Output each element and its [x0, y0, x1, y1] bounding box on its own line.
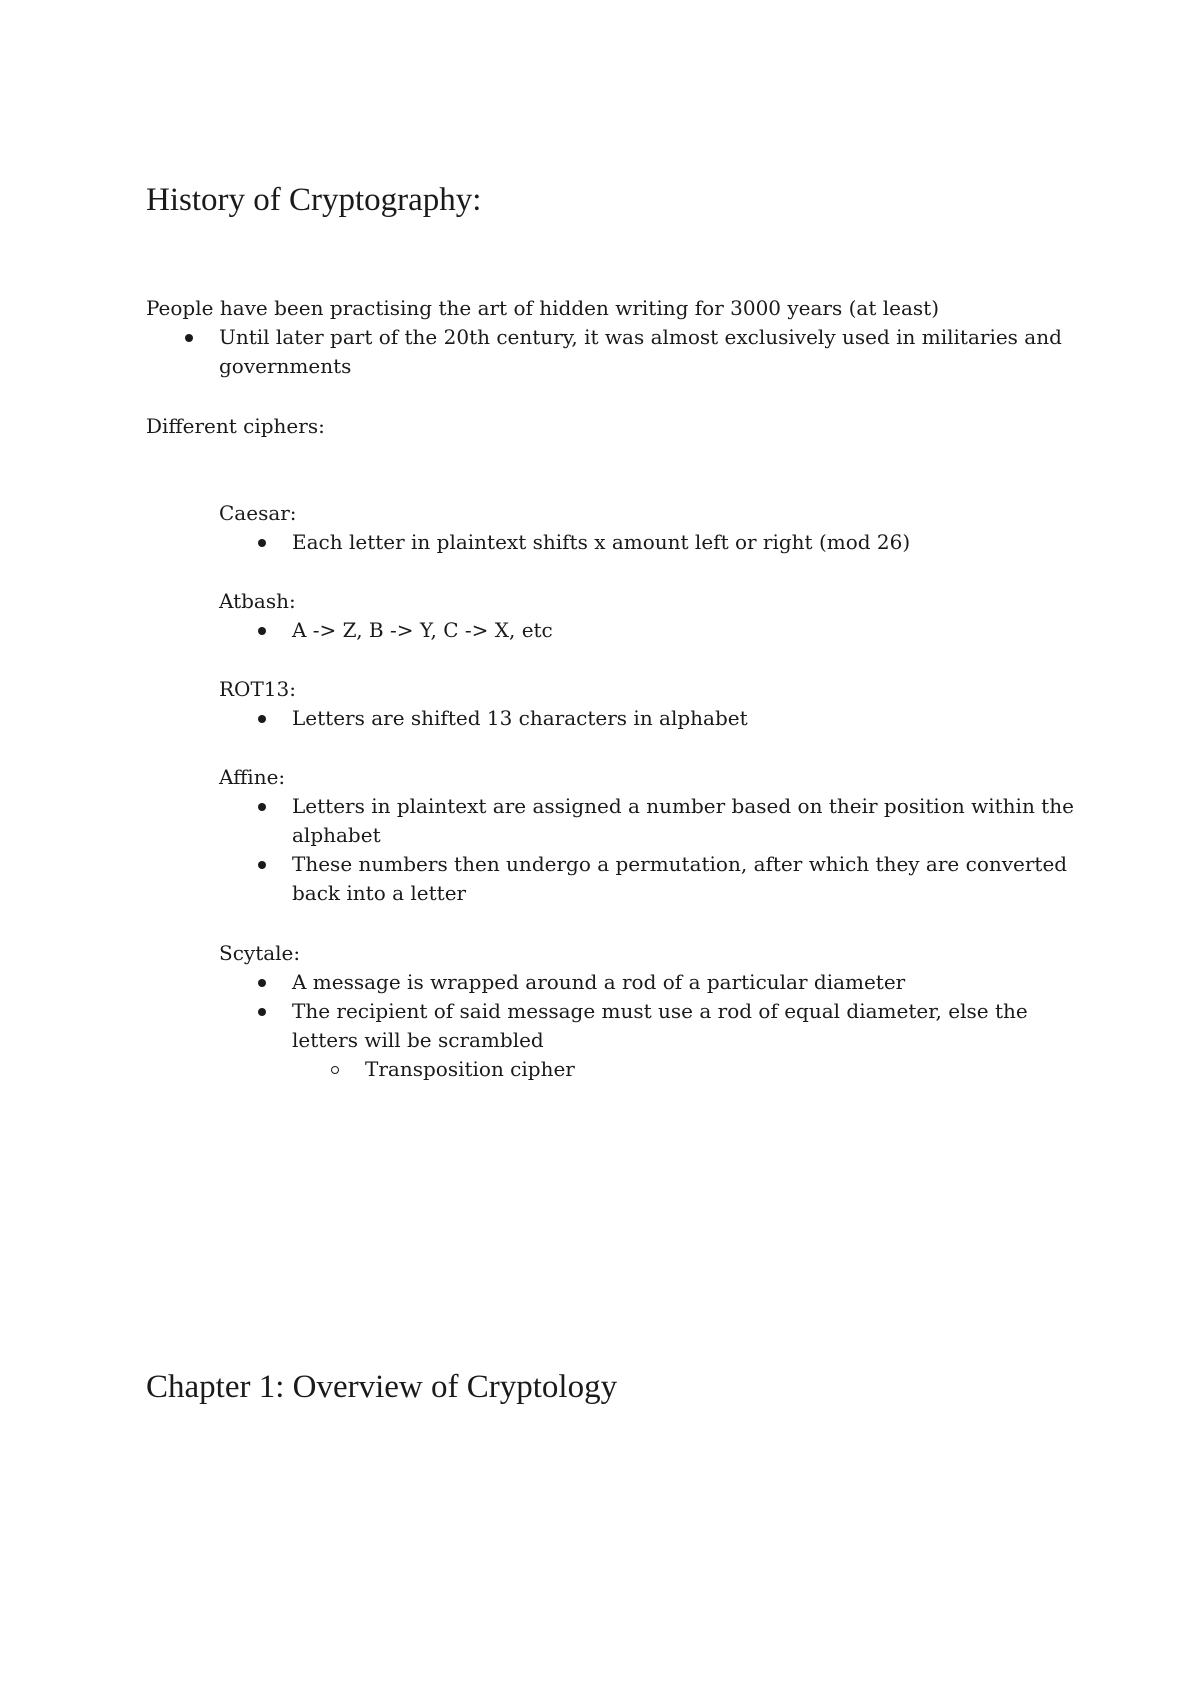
- cipher-affine-bullet-1-line-1: Letters in plaintext are assigned a number based on their position within the: [292, 794, 1074, 818]
- cipher-caesar-label: Caesar:: [219, 501, 297, 525]
- cipher-affine-bullet-1-line-2: alphabet: [292, 823, 381, 847]
- cipher-scytale-sub-bullet: Transposition cipher: [365, 1057, 575, 1081]
- bullet-icon: [258, 539, 266, 547]
- cipher-affine-label: Affine:: [219, 765, 286, 789]
- bullet-icon: [258, 627, 266, 635]
- cipher-affine-bullet-2-line-2: back into a letter: [292, 881, 467, 905]
- intro-text: People have been practising the art of hidden writing for 3000 years (at least): [146, 296, 939, 320]
- cipher-atbash-label: Atbash:: [219, 589, 296, 613]
- bullet-icon: [258, 803, 266, 811]
- cipher-rot13-bullet: Letters are shifted 13 characters in alphabet: [292, 706, 748, 730]
- bullet-icon: [185, 334, 193, 342]
- cipher-scytale-bullet-1: A message is wrapped around a rod of a particular diameter: [292, 970, 906, 994]
- bullet-icon: [258, 861, 266, 869]
- bullet-icon: [258, 1008, 266, 1016]
- hollow-bullet-icon: [331, 1066, 339, 1074]
- ciphers-heading: Different ciphers:: [146, 414, 325, 438]
- cipher-scytale-bullet-2-line-2: letters will be scrambled: [292, 1028, 544, 1052]
- cipher-scytale-bullet-2-line-1: The recipient of said message must use a rod of equal diameter, else the: [292, 999, 1028, 1023]
- bullet-icon: [258, 979, 266, 987]
- cipher-atbash-bullet: A -> Z, B -> Y, C -> X, etc: [292, 618, 553, 642]
- page-title: History of Cryptography:: [146, 182, 482, 218]
- chapter-heading: Chapter 1: Overview of Cryptology: [146, 1369, 618, 1405]
- intro-bullet-line-2: governments: [219, 354, 352, 378]
- cipher-affine-bullet-2-line-1: These numbers then undergo a permutation, after which they are converted: [292, 852, 1068, 876]
- cipher-scytale-label: Scytale:: [219, 941, 301, 965]
- cipher-rot13-label: ROT13:: [219, 677, 296, 701]
- bullet-icon: [258, 715, 266, 723]
- intro-bullet-line-1: Until later part of the 20th century, it was almost exclusively used in militaries and: [219, 325, 1062, 349]
- cipher-caesar-bullet: Each letter in plaintext shifts x amount left or right (mod 26): [292, 530, 911, 554]
